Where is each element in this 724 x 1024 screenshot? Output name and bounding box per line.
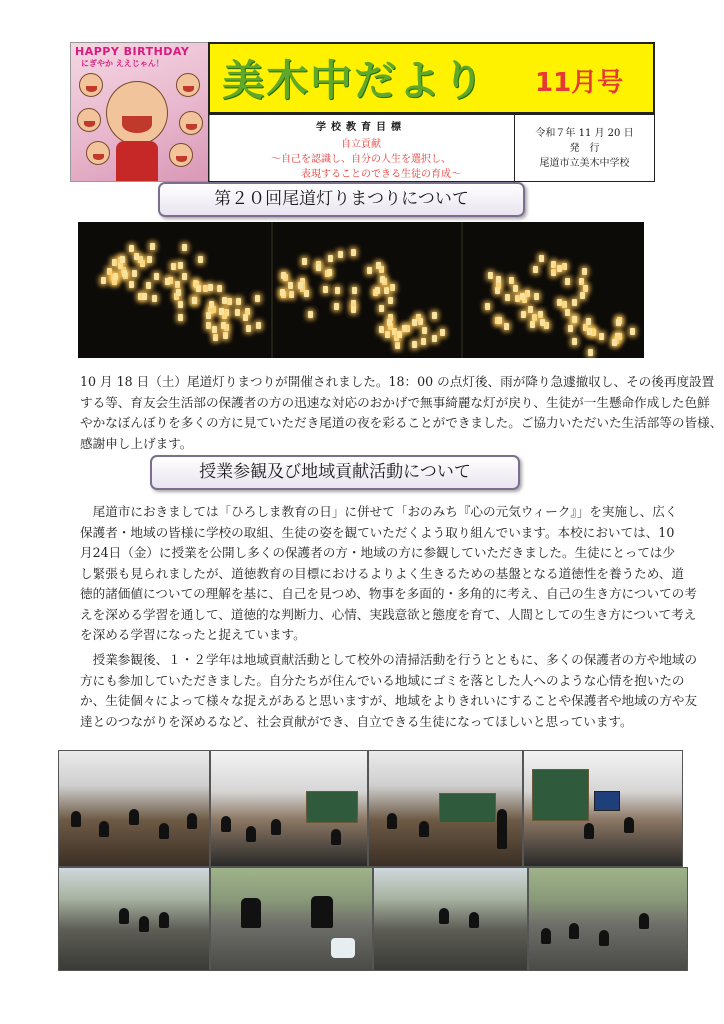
lantern-light xyxy=(236,298,241,305)
lantern-light xyxy=(221,322,226,329)
lantern-light xyxy=(171,263,176,270)
portrait-face-main xyxy=(106,81,168,145)
lantern-light xyxy=(182,244,187,251)
lantern-light xyxy=(129,281,134,288)
lantern-light xyxy=(412,319,417,326)
lantern-light xyxy=(583,285,588,292)
lantern-light xyxy=(224,309,229,316)
lantern-light xyxy=(175,281,180,288)
lantern-light xyxy=(351,249,356,256)
lantern-light xyxy=(112,259,117,266)
issue-label: 11月号 xyxy=(535,68,624,98)
lantern-light xyxy=(176,289,181,296)
lantern-light xyxy=(289,291,294,298)
lantern-light xyxy=(198,256,203,263)
lantern-light xyxy=(533,266,538,273)
lantern-light xyxy=(579,278,584,285)
lantern-light xyxy=(565,278,570,285)
lantern-light xyxy=(572,338,577,345)
lantern-light xyxy=(582,268,587,275)
lantern-light xyxy=(568,325,573,332)
lantern-light xyxy=(397,331,402,338)
lantern-light xyxy=(525,290,530,297)
lantern-light xyxy=(206,312,211,319)
lantern-light xyxy=(280,289,285,296)
lantern-light xyxy=(488,272,493,279)
lantern-light xyxy=(395,342,400,349)
lantern-light xyxy=(246,325,251,332)
lantern-festival-photo xyxy=(78,222,644,358)
lantern-light xyxy=(217,285,222,292)
lantern-light xyxy=(152,295,157,302)
portrait-body xyxy=(116,141,158,181)
lantern-light xyxy=(243,314,248,321)
lantern-light xyxy=(178,262,183,269)
lantern-light xyxy=(485,303,490,310)
lantern-light xyxy=(540,319,545,326)
lantern-light xyxy=(509,277,514,284)
paragraph-line: 10 月 18 日（土）尾道灯りまつりが開催されました。18：00 の点灯後、雨が降り急遽撤収し、その後再度設置 xyxy=(80,374,715,389)
lantern-light xyxy=(432,312,437,319)
lantern-light xyxy=(256,322,261,329)
lantern-light xyxy=(521,311,526,318)
lantern-light xyxy=(497,317,502,324)
lantern-light xyxy=(384,287,389,294)
lantern-light xyxy=(222,297,227,304)
lantern-light xyxy=(495,287,500,294)
lantern-light xyxy=(422,327,427,334)
class-visit-photo xyxy=(368,750,523,867)
lantern-light xyxy=(302,258,307,265)
class-visit-photo xyxy=(58,750,210,867)
lantern-light xyxy=(129,245,134,252)
lantern-light xyxy=(630,328,635,335)
lantern-light xyxy=(387,319,392,326)
lantern-light xyxy=(557,299,562,306)
lantern-light xyxy=(122,270,127,277)
lantern-light xyxy=(142,293,147,300)
photo-divider xyxy=(461,222,463,358)
lantern-light xyxy=(338,251,343,258)
lantern-light xyxy=(385,331,390,338)
portrait-face-small xyxy=(77,108,101,132)
lantern-light xyxy=(505,294,510,301)
publish-date: 令和７年 11 月 20 日 xyxy=(535,128,634,139)
publisher-name: 尾道市立美木中学校 xyxy=(539,158,630,169)
lantern-light xyxy=(388,297,393,304)
lantern-light xyxy=(208,284,213,291)
lantern-light xyxy=(206,322,211,329)
lantern-light xyxy=(562,263,567,270)
lantern-light xyxy=(288,282,293,289)
lantern-light xyxy=(101,277,106,284)
lantern-light xyxy=(219,308,224,315)
paragraph-line: か、生徒個々によって様々な捉えがあると思いますが、地域をよりきれいにすることや保護者や地域の方や友 xyxy=(80,693,698,708)
section-heading: 授業参観及び地域貢献活動について xyxy=(150,455,520,490)
paragraph-line: し緊張も見られましたが、道徳教育の目標におけるよりよく生きるための基盤となる道徳性を養うため、道 xyxy=(80,565,684,581)
cleanup-activity-photo xyxy=(528,867,688,971)
school-goal-title: 学校教育目標 xyxy=(316,122,406,133)
lantern-light xyxy=(328,255,333,262)
lantern-light xyxy=(418,318,423,325)
portrait-banner: HAPPY BIRTHDAY xyxy=(75,45,190,58)
lantern-light xyxy=(402,325,407,332)
cleanup-activity-photo xyxy=(373,867,528,971)
paragraph-line: 授業参観後、１・２学年は地域貢献活動として校外の清掃活動を行うとともに、多くの保護者の方や地域の xyxy=(80,652,698,667)
lantern-light xyxy=(178,301,183,308)
lantern-light xyxy=(304,290,309,297)
paragraph-line: 月24日（金）に授業を公開し多くの保護者の方・地域の方に参観していただきました。生徒にとっては少 xyxy=(80,545,676,560)
lantern-light xyxy=(367,267,372,274)
lantern-light xyxy=(612,339,617,346)
lantern-light xyxy=(551,269,556,276)
lantern-light xyxy=(530,321,535,328)
lantern-light xyxy=(538,311,543,318)
lantern-light xyxy=(496,276,501,283)
lantern-light xyxy=(281,272,286,279)
cleanup-activity-photo xyxy=(210,867,373,971)
lantern-light xyxy=(421,338,426,345)
lantern-light xyxy=(352,287,357,294)
portrait-face-small xyxy=(79,73,103,97)
lantern-light xyxy=(557,265,562,272)
school-goal-line: ～自己を認識し、自分の人生を選択し、 xyxy=(271,154,451,165)
lantern-light xyxy=(196,285,201,292)
paragraph-line: 保護者・地域の皆様に学校の取組、生徒の姿を観ていただくよう取り組んでいます。本校においては、10 xyxy=(80,524,675,540)
paragraph-line: 徳的諸価値についての理解を基に、自己を見つめ、物事を多面的・多角的に考え、自己の生き方についての考 xyxy=(80,586,697,601)
lantern-light xyxy=(587,328,592,335)
lantern-light xyxy=(534,293,539,300)
lantern-light xyxy=(551,261,556,268)
lantern-light xyxy=(539,255,544,262)
lantern-light xyxy=(178,314,183,321)
lantern-light xyxy=(298,282,303,289)
lantern-light xyxy=(213,334,218,341)
paragraph-line: やかなぼんぼりを多くの方に見ていただき尾道の夜を彩ることができました。ご協力いただいた生活部等の皆様、 xyxy=(80,415,723,430)
lantern-light xyxy=(209,301,214,308)
lantern-light xyxy=(146,282,151,289)
lantern-light xyxy=(327,269,332,276)
lantern-light xyxy=(334,303,339,310)
lantern-light xyxy=(147,256,152,263)
paragraph-line: 感謝申し上げます。 xyxy=(80,435,193,451)
section-heading: 第２０回尾道灯りまつりについて xyxy=(158,182,525,217)
lantern-light xyxy=(588,349,593,356)
lantern-light xyxy=(586,318,591,325)
lantern-light xyxy=(154,273,159,280)
portrait-face-small xyxy=(176,73,200,97)
portrait-face-small xyxy=(86,141,110,165)
lantern-light xyxy=(380,276,385,283)
lantern-light xyxy=(235,309,240,316)
lantern-light xyxy=(323,286,328,293)
lantern-light xyxy=(120,256,125,263)
class-visit-photo xyxy=(523,750,683,867)
lantern-light xyxy=(118,262,123,269)
birthday-portrait-image xyxy=(70,42,210,182)
portrait-face-small xyxy=(169,143,193,167)
lantern-light xyxy=(308,311,313,318)
lantern-light xyxy=(440,329,445,336)
paragraph-line: 尾道市におきましては「ひろしま教育の日」に併せて「おのみち『心の元気ウィーク』」を実施し、広く xyxy=(80,504,678,519)
portrait-subtitle: にぎやか ええじゃん！ xyxy=(81,59,164,68)
lantern-light xyxy=(351,306,356,313)
lantern-light xyxy=(165,278,170,285)
lantern-light xyxy=(375,287,380,294)
school-goal-line: 自立貢献 xyxy=(341,139,381,150)
lantern-light xyxy=(572,299,577,306)
lantern-light xyxy=(192,297,197,304)
paragraph-line: を深める学習になったと捉えています。 xyxy=(80,627,306,642)
lantern-light xyxy=(412,341,417,348)
lantern-light xyxy=(134,253,139,260)
lantern-light xyxy=(223,332,228,339)
paragraph-line: 達とのつながりを深めるなど、社会貢献ができ、自立できる生徒になってほしいと思っています。 xyxy=(80,713,633,729)
paragraph-line: する等、育友会生活部の保護者の方の迅速な対応のおかげで無事綺麗な灯が戻り、生徒が一生懸命作成した色鮮 xyxy=(80,394,710,410)
lantern-light xyxy=(212,326,217,333)
lantern-light xyxy=(316,264,321,271)
lantern-light xyxy=(379,326,384,333)
paragraph-line: えを深める学習を通して、道徳的な判断力、心情、実践意欲と態度を育て、人間としての生き方について考え xyxy=(80,606,697,622)
cleanup-activity-photo xyxy=(58,867,210,971)
newsletter-title: 美木中だより xyxy=(222,56,487,105)
lantern-light xyxy=(513,285,518,292)
paragraph-line: 方にも参加していただきました。自分たちが住んでいる地域にゴミを落とした人へのような心情を抱いたの xyxy=(80,672,685,688)
lantern-light xyxy=(528,306,533,313)
lantern-light xyxy=(562,301,567,308)
lantern-light xyxy=(227,298,232,305)
lantern-light xyxy=(580,292,585,299)
lantern-light xyxy=(616,319,621,326)
lantern-light xyxy=(113,273,118,280)
lantern-light xyxy=(182,273,187,280)
school-goal-line: 表現することのできる生徒の育成～ xyxy=(301,169,461,180)
lantern-light xyxy=(390,284,395,291)
lantern-light xyxy=(132,270,137,277)
lantern-light xyxy=(376,262,381,269)
lantern-light xyxy=(335,287,340,294)
lantern-light xyxy=(565,309,570,316)
lantern-light xyxy=(255,295,260,302)
lantern-light xyxy=(432,335,437,342)
lantern-light xyxy=(379,305,384,312)
lantern-light xyxy=(520,293,525,300)
portrait-face-small xyxy=(179,111,203,135)
photo-divider xyxy=(271,222,273,358)
lantern-light xyxy=(504,323,509,330)
class-visit-photo xyxy=(210,750,368,867)
lantern-light xyxy=(150,243,155,250)
lantern-light xyxy=(572,316,577,323)
lantern-light xyxy=(599,333,604,340)
publish-label: 発 行 xyxy=(569,143,600,154)
lantern-light xyxy=(591,329,596,336)
